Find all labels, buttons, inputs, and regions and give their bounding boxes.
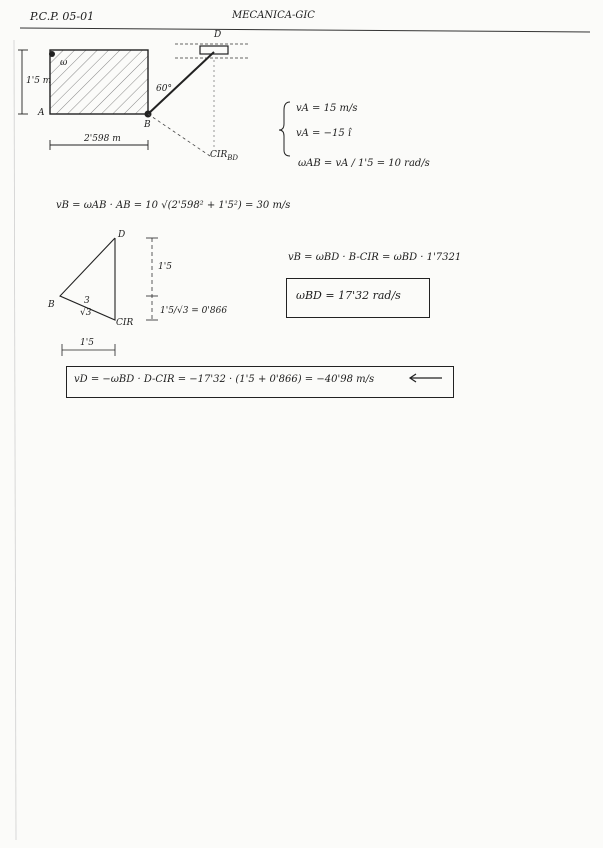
header-rule bbox=[20, 28, 590, 32]
course-code: P.C.P. 05-01 bbox=[30, 10, 95, 23]
tri-frac-bot: √3 bbox=[80, 308, 92, 318]
tri-label-cir: CIR bbox=[116, 318, 134, 328]
label-A: A bbox=[38, 108, 45, 118]
label-B: B bbox=[144, 120, 151, 130]
eq-vA-vector: vA = −15 î bbox=[296, 128, 352, 139]
joint-top bbox=[49, 51, 55, 57]
tri-base: 1'5 bbox=[80, 338, 94, 348]
tri-side: 1'5 bbox=[158, 262, 172, 272]
result-vD: vD = −ωBD · D-CIR = −17'32 · (1'5 + 0'866) = −40'98 m/s bbox=[74, 374, 375, 385]
rod-BD bbox=[148, 52, 214, 114]
tri-small: 1'5/√3 = 0'866 bbox=[160, 306, 228, 316]
eq-vB: vB = ωAB · AB = 10 √(2'598² + 1'5²) = 30 m/s bbox=[56, 200, 291, 211]
dim-width: 2'598 m bbox=[84, 134, 121, 144]
tri-label-B: B bbox=[48, 300, 55, 310]
dim-height: 1'5 m bbox=[26, 76, 52, 86]
tri-label-D: D bbox=[118, 230, 126, 240]
label-D: D bbox=[214, 30, 222, 40]
course-title: MECANICA-GIC bbox=[232, 10, 315, 21]
cir-label: $CIR_{BD}$ bbox=[210, 150, 238, 162]
result-omegaBD: ωBD = 17'32 rad/s bbox=[296, 289, 401, 302]
line-to-cir bbox=[148, 114, 210, 156]
eq-vB-omegaBD: vB = ωBD · B-CIR = ωBD · 1'7321 bbox=[288, 252, 462, 263]
eq-vA: vA = 15 m/s bbox=[296, 103, 358, 114]
eq-omegaAB: ωAB = vA / 1'5 = 10 rad/s bbox=[298, 158, 430, 169]
margin-line bbox=[14, 40, 16, 840]
label-omega: ω bbox=[60, 58, 68, 68]
tri-frac-top: 3 bbox=[84, 296, 90, 306]
angle-label: 60° bbox=[156, 84, 172, 94]
